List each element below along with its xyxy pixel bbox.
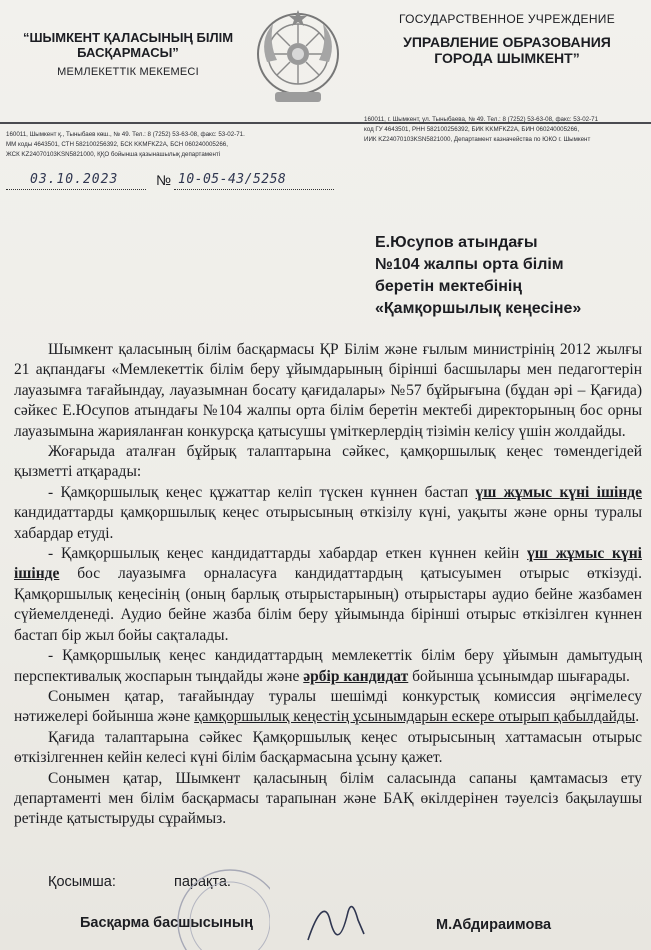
recommendation-emphasis: қамқоршылық кеңестің ұсынымдарын ескере отырып қабылдайды <box>194 708 636 726</box>
deadline-emphasis: үш жұмыс күні ішінде <box>475 483 642 501</box>
addressee-line: №104 жалпы орта білім <box>375 256 564 273</box>
header-kazakh-title: “ШЫМКЕНТ ҚАЛАСЫНЫҢ БІЛІМ БАСҚАРМАСЫ” <box>22 30 234 60</box>
address-line: ИИК KZ24070103KSN5821000, Департамент казначейства по ЮКО г. Шымкент <box>364 136 591 143</box>
signature-block <box>0 860 651 950</box>
addressee-line: беретін мектебінің <box>375 278 522 295</box>
deadline-emphasis: үш жұмыс күні ішінде <box>14 545 642 583</box>
registration-date: 03.10.2023 <box>30 172 119 187</box>
header-russian-title: ГОСУДАРСТВЕННОЕ УЧРЕЖДЕНИЕ <box>398 12 616 26</box>
paragraph-duties: Жоғарыда аталған бұйрық талаптарына сәйкес, қамқоршылық кеңес төмендегідей қызметті атқарады: <box>14 443 642 481</box>
header-russian-subtitle: УПРАВЛЕНИЕ ОБРАЗОВАНИЯ ГОРОДА ШЫМКЕНТ” <box>403 34 611 66</box>
paragraph-duty-meeting: - Қамқоршылық кеңес кандидаттарды хабардар еткен күннен кейін үш жұмыс күні ішінде бос лауазымға орналасуға кандидаттардың қатысуымен отырыс өткізуді. Қамқоршылық кеңесінің (оның барлық отырыстарының) отырыстары аудио бейне жазбамен сүйемелденеді. Аудио бейне жазба білім беру ұйымында бірінші отырыс өткізілген күннен бастап бір жыл бойы сақталады. <box>14 545 642 644</box>
paragraph-duty-recommend: - Қамқоршылық кеңес кандидаттардың мемлекеттік білім беру ұйымын дамытудың перспективалық жоспарын тыңдайды және әрбір кандидат бойынша ұсынымдар шығарады. <box>14 647 642 685</box>
address-line: ММ коды 4643501, СТН 582100256392, БСК KKMFKZ2A, БСН 060240005266, <box>6 141 228 148</box>
attachment-label: Қосымша: <box>48 874 116 890</box>
attachment-value: парақта. <box>174 874 231 890</box>
date-dotted-line <box>6 189 146 190</box>
header-kazakh <box>8 30 248 80</box>
paragraph-duty-notify: - Қамқоршылық кеңес құжаттар келіп түскен күннен бастап үш жұмыс күні ішінде кандидаттарды қамқоршылық кеңес отырысының өткізілу күні, уақыты және орны туралы хабардар етуді. <box>14 483 642 542</box>
header-kazakh-subtitle: МЕМЛЕКЕТТІК МЕКЕМЕСІ <box>57 66 199 78</box>
address-line: ЖСК KZ24070103KSN5821000, ҚҚО бойынша қазынашылық департаменті <box>6 151 221 158</box>
paragraph-protocol: Қағида талаптарына сәйкес Қамқоршылық кеңес отырысының хаттамасын отырыс өткізілгеннен кейін келесі күні білім басқармасына ұсыну қажет. <box>14 728 642 767</box>
header-russian <box>392 12 622 66</box>
signatory-name: М.Абдираимова <box>436 917 552 933</box>
addressee-line: Е.Юсупов атындағы <box>375 234 538 251</box>
candidate-emphasis: әрбір кандидат <box>303 667 409 685</box>
address-line: 160011, Шымкент қ., Тыныбаев көш., № 49. Тел.: 8 (7252) 53-63-08, факс: 53-02-71. <box>6 131 245 138</box>
handwritten-signature-icon <box>300 890 370 950</box>
number-sign: № <box>156 172 172 188</box>
registration-line <box>6 172 336 194</box>
registration-number: 10-05-43/5258 <box>178 172 287 187</box>
seal-stamp-icon <box>170 860 270 950</box>
kazakhstan-state-emblem-icon <box>255 10 341 108</box>
paragraph-intro: Шымкент қаласының білім басқармасы ҚР Білім және ғылым министрінің 2012 жылғы 21 ақпандағы «Мемлекеттік білім беру ұйымдарының бірінші басшылары мен педагогтерін лауазымға тағайындау, лауазымнан босату қағидалары» №57 бұйрығына (бұдан әрі – Қағида) сәйкес Е.Юсупов атындағы №104 жалпы орта білім беретін мектебі директорының бос орны лауазымына жарияланған конкурсқа қатысушы үміткерлердің тізімін келісу үшін жолдайды. <box>14 341 642 440</box>
signatory-position: Басқарма басшысының <box>80 915 254 931</box>
address-line: 160011, г. Шымкент, ул. Тыныбаева, № 49. Тел.: 8 (7252) 53-63-08, факс: 53-02-71 <box>364 116 599 123</box>
paragraph-observers: Сонымен қатар, Шымкент қаласының білім саласында сапаны қамтамасыз ету департаменті мен білім басқармасы тарапынан және БАҚ өкілдерінен тәуелсіз бақылаушы ретінде қатыстыруды сұраймыз. <box>14 769 642 828</box>
paragraph-decision: Сонымен қатар, тағайындау туралы шешімді конкурстық комиссия әңгімелесу нәтижелері бойынша және қамқоршылық кеңестің ұсынымдарын ескере отырып қабылдайды. <box>14 687 642 726</box>
address-russian <box>364 115 651 145</box>
number-dotted-line <box>174 189 334 190</box>
address-kazakh <box>6 130 306 160</box>
letter-body <box>14 340 642 830</box>
address-line: код ГУ 4643501, РНН 582100256392, БИК KKMFKZ2A, БИН 060240005266, <box>364 126 580 133</box>
addressee-line: «Қамқоршылық кеңесіне» <box>375 300 582 317</box>
addressee-block <box>375 232 645 320</box>
